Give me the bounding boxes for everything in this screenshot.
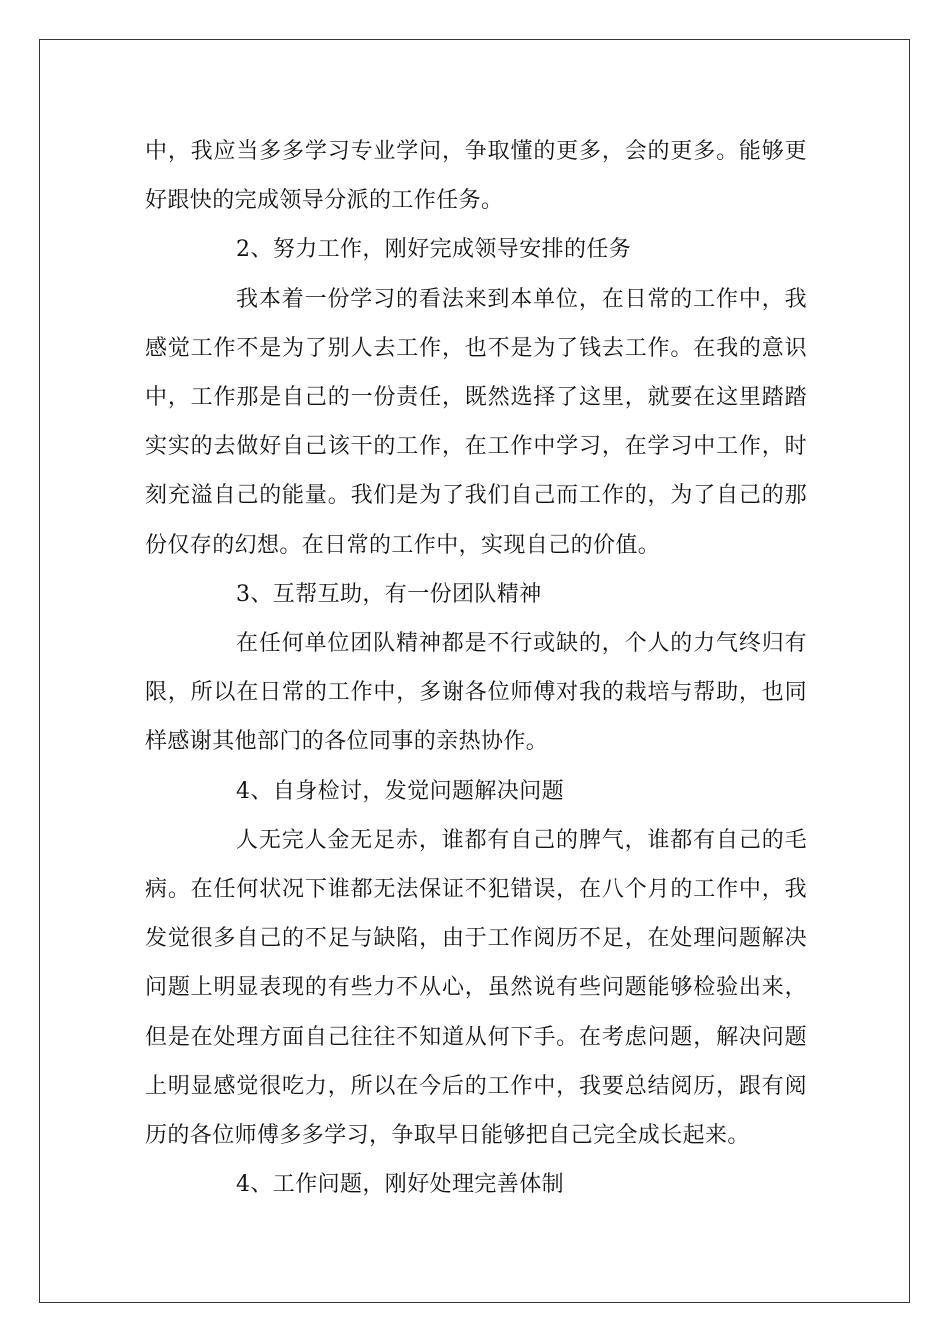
paragraph-teamwork: 在任何单位团队精神都是不行或缺的，个人的力气终归有限，所以在日常的工作中，多谢各位师傅对我的栽培与帮助，也同样感谢其他部门的各位同事的亲热协作。	[145, 631, 807, 755]
document-body	[145, 127, 807, 1209]
section-heading-4-work-issues: 4、工作问题，刚好处理完善体制	[236, 1172, 564, 1198]
section-heading-2: 2、努力工作，刚好完成领导安排的任务	[236, 237, 632, 263]
paragraph-work-attitude: 我本着一份学习的看法来到本单位，在日常的工作中，我感觉工作不是为了别人去工作，也不是为了钱去工作。在我的意识中，工作那是自己的一份责任，既然选择了这里，就要在这里踏踏实实的去做好自己该干的工作，在工作中学习，在学习中工作，时刻充溢自己的能量。我们是为了我们自己而工作的，为了自己的那份仅存的幻想。在日常的工作中，实现自己的价值。	[145, 286, 807, 558]
section-heading-4-self-review: 4、自身检讨，发觉问题解决问题	[236, 778, 564, 804]
section-heading-3: 3、互帮互助，有一份团队精神	[236, 581, 542, 607]
paragraph-self-review: 人无完人金无足赤，谁都有自己的脾气，谁都有自己的毛病。在任何状况下谁都无法保证不犯错误，在八个月的工作中，我发觉很多自己的不足与缺陷，由于工作阅历不足，在处理问题解决问题上明显表现的有些力不从心，虽然说有些问题能够检验出来，但是在处理方面自己往往不知道从何下手。在考虑问题，解决问题上明显感觉很吃力，所以在今后的工作中，我要总结阅历，跟有阅历的各位师傅多多学习，争取早日能够把自己完全成长起来。	[145, 827, 807, 1149]
paragraph-continued: 中，我应当多多学习专业学问，争取懂的更多，会的更多。能够更好跟快的完成领导分派的工作任务。	[145, 139, 807, 214]
